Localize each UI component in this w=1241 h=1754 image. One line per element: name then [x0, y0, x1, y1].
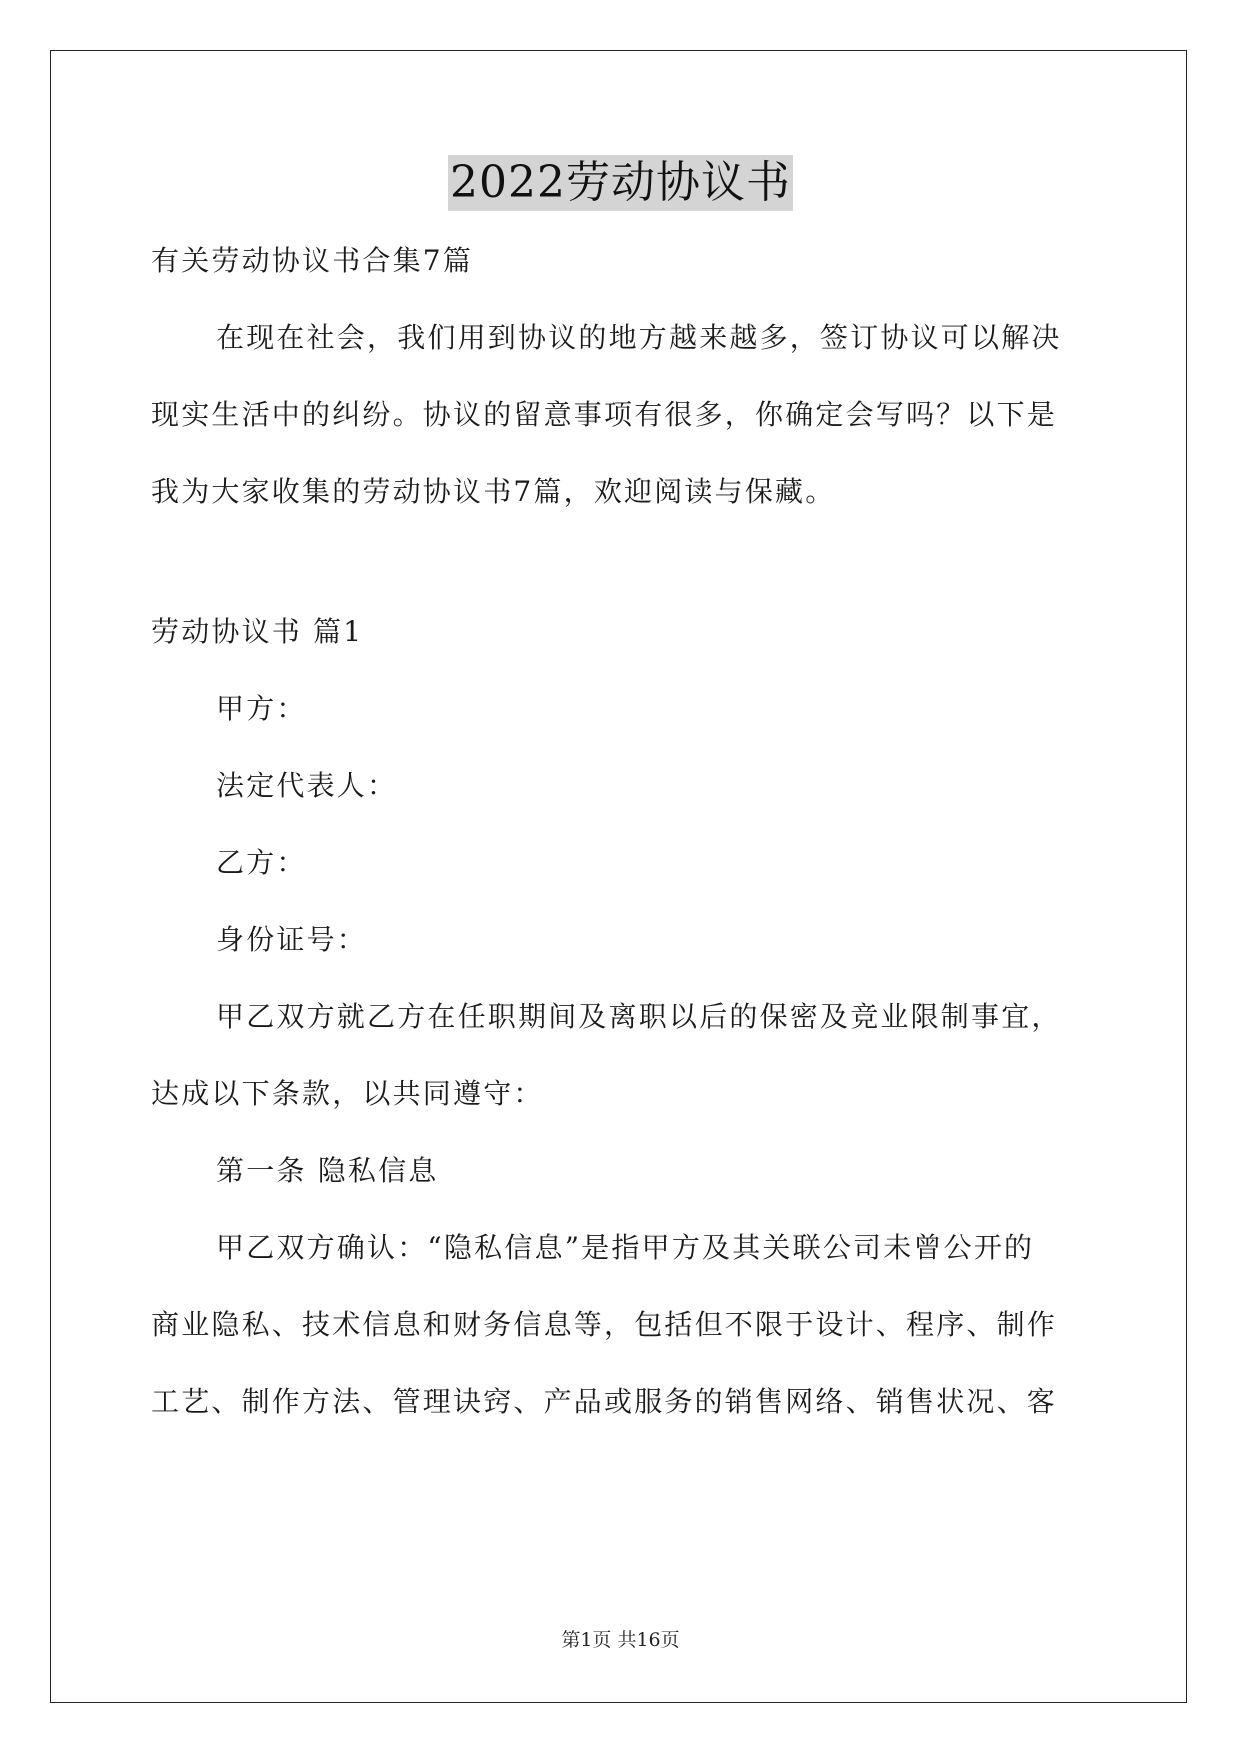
intro-line-2: 现实生活中的纠纷。协议的留意事项有很多，你确定会写吗？以下是 [151, 398, 1058, 431]
document-subtitle: 有关劳动协议书合集7篇 [151, 244, 474, 277]
title-container [0, 155, 1241, 211]
intro-line-3: 我为大家收集的劳动协议书7篇，欢迎阅读与保藏。 [151, 475, 836, 508]
article-1-line-2: 商业隐私、技术信息和财务信息等，包括但不限于设计、程序、制作 [151, 1308, 1058, 1341]
page-indicator: 第1页 共16页 [561, 1629, 680, 1651]
article-1-line-3: 工艺、制作方法、管理诀窍、产品或服务的销售网络、销售状况、客 [151, 1385, 1058, 1418]
article-1-line-1: 甲乙双方确认：“隐私信息”是指甲方及其关联公司未曾公开的 [216, 1231, 1035, 1264]
intro-line-1: 在现在社会，我们用到协议的地方越来越多，签订协议可以解决 [216, 321, 1062, 354]
id-number-label: 身份证号： [216, 923, 368, 956]
paragraph-1-line-1: 甲乙双方就乙方在任职期间及离职以后的保密及竞业限制事宜， [216, 1000, 1062, 1033]
section-heading: 劳动协议书 篇1 [151, 615, 364, 648]
party-b-label: 乙方： [216, 846, 307, 879]
party-a-label: 甲方： [216, 692, 307, 725]
document-title: 2022劳动协议书 [448, 155, 793, 211]
legal-representative-label: 法定代表人： [216, 769, 398, 802]
paragraph-1-line-2: 达成以下条款，以共同遵守： [151, 1077, 544, 1110]
article-1-heading: 第一条 隐私信息 [216, 1154, 439, 1187]
